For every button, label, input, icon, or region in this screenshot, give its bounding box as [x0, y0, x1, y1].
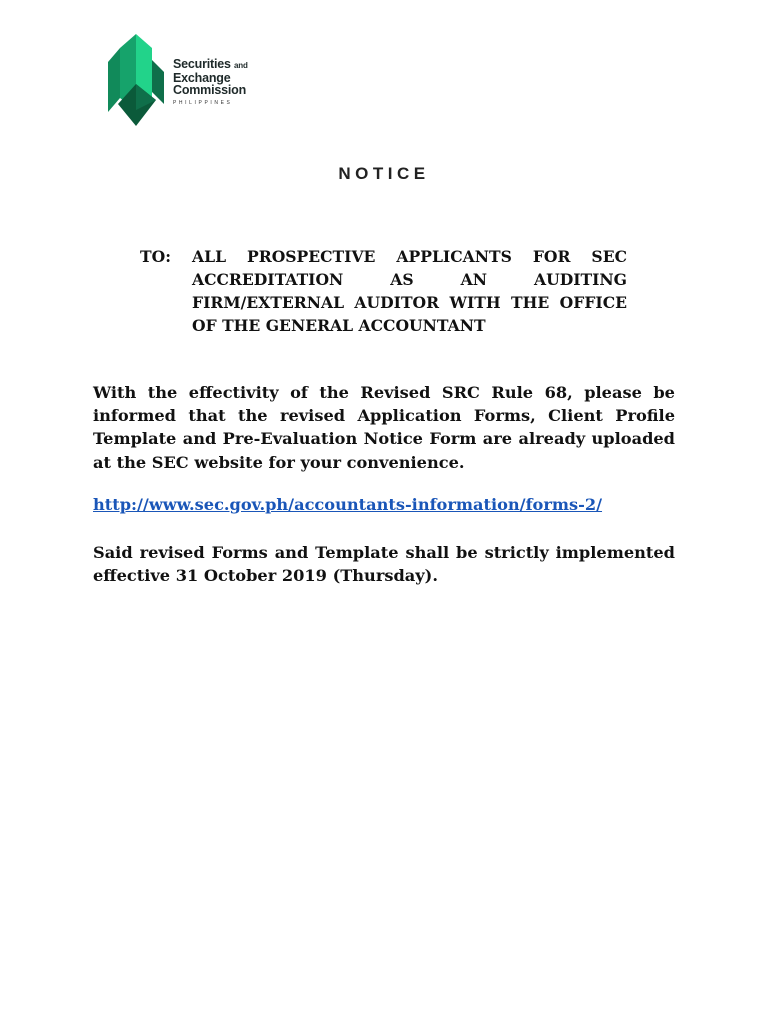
addressee-block [140, 245, 627, 337]
forms-link[interactable]: http://www.sec.gov.ph/accountants-information/forms-2/ [93, 495, 603, 514]
to-label: TO: [140, 247, 171, 266]
notice-paragraph-2: Said revised Forms and Template shall be strictly implemented effective 31 October 2019 (Thursday). [93, 543, 675, 586]
addressee-text: ALL PROSPECTIVE APPLICANTS FOR SEC ACCREDITATION AS AN AUDITING FIRM/EXTERNAL AUDITOR WITH THE OFFICE OF THE GENERAL ACCOUNTANT [192, 247, 627, 335]
notice-paragraph-1: With the effectivity of the Revised SRC Rule 68, please be informed that the revised Application Forms, Client Profile Template and Pre-Evaluation Notice Form are already uploaded at the SEC website for your convenience. [93, 383, 675, 472]
notice-title: NOTICE [338, 164, 430, 183]
sec-logo-wordmark: Securities and Exchange Commission PHILIPPINES [173, 57, 248, 106]
sec-logo-mark-icon [106, 34, 168, 128]
sec-logo [106, 34, 266, 128]
